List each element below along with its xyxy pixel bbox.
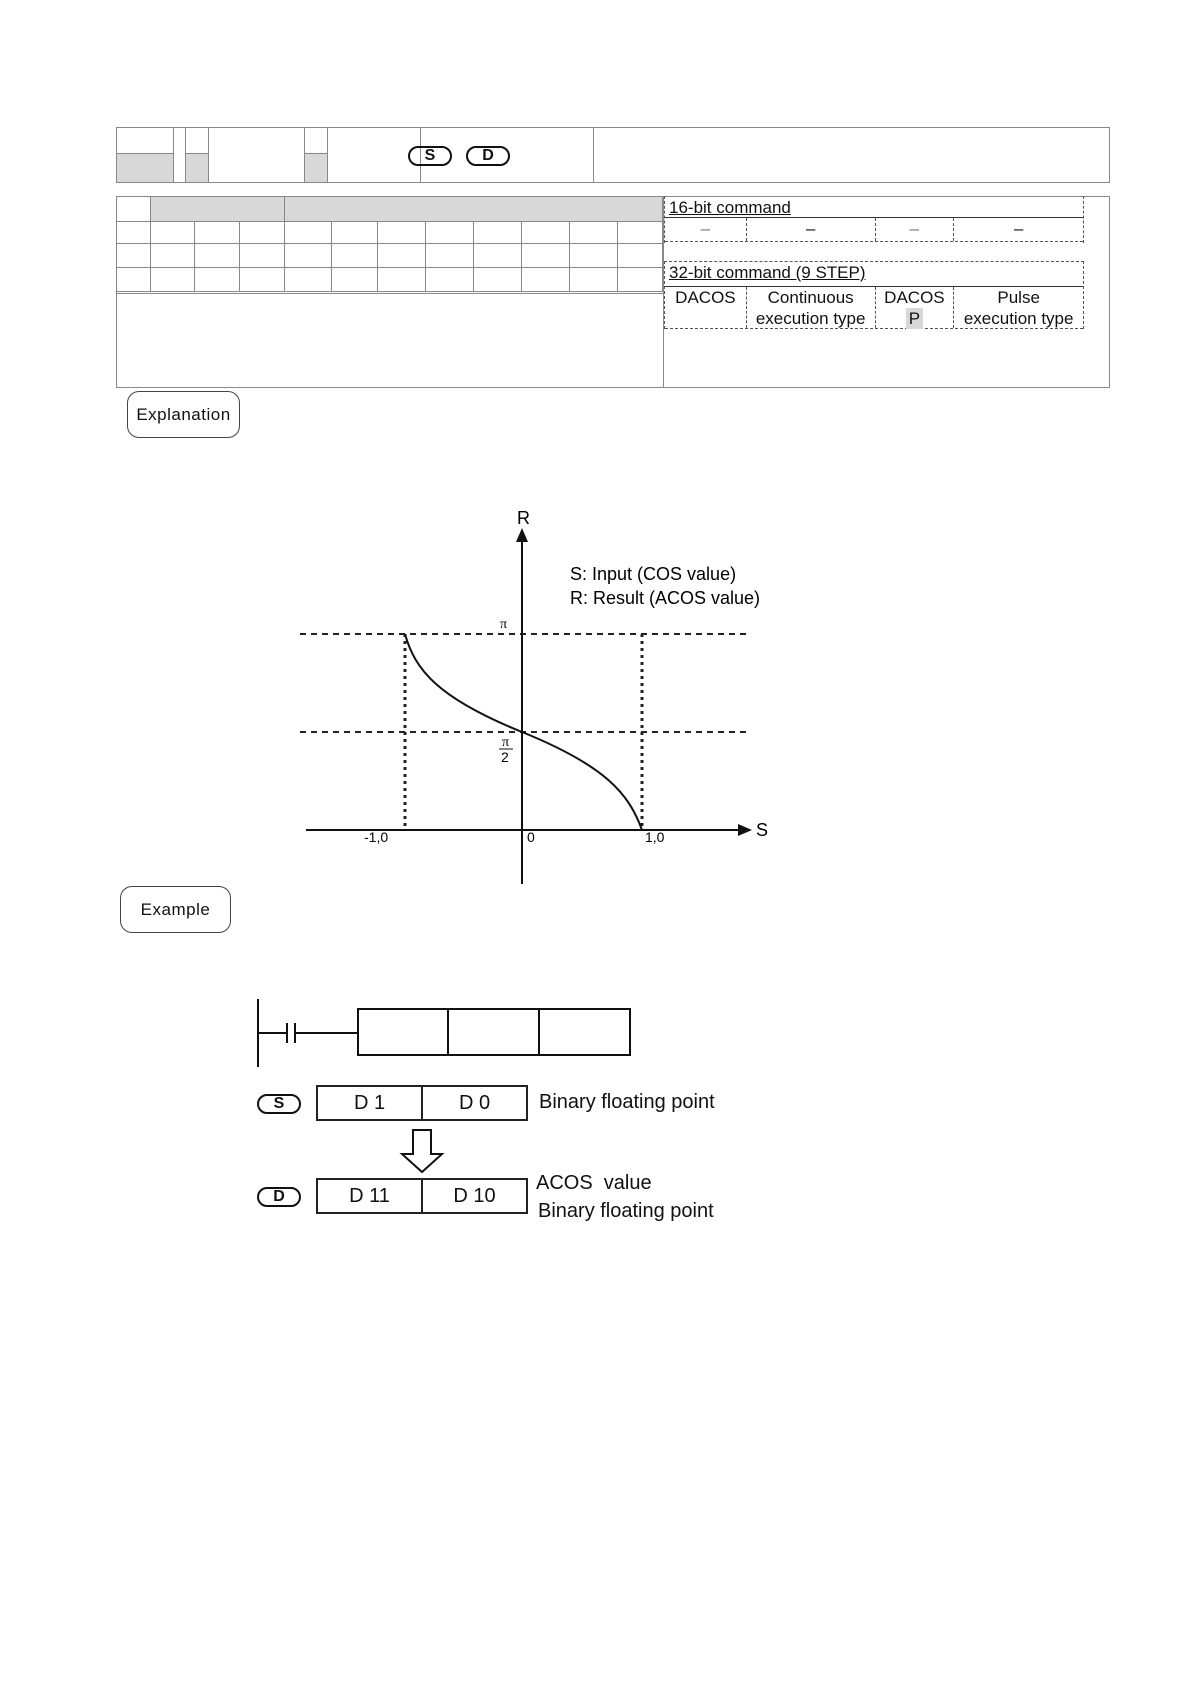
example-d-badge: D [257, 1187, 301, 1207]
command-16bit-cell: – [876, 218, 955, 241]
api-number-cell [117, 128, 174, 154]
example-tag: Example [120, 886, 231, 933]
command-32bit-block [664, 261, 1084, 329]
instruction-header [116, 127, 1110, 183]
grid-label-cell [117, 222, 151, 244]
acos-graph [290, 500, 790, 890]
pulse-line1: Pulse [997, 288, 1040, 307]
destination-high-register: D 11 [318, 1180, 423, 1212]
command-16bit-cell: – [665, 218, 747, 241]
d-flag-cell [185, 128, 209, 154]
command-16bit-row [665, 218, 1083, 242]
command-32bit-cell [747, 287, 876, 328]
command-16bit-cell: – [1013, 219, 1024, 238]
command-16bit-block [664, 196, 1084, 243]
legend-input: S: Input (COS value) [570, 564, 737, 584]
down-arrow-icon [398, 1128, 448, 1174]
grid-corner [117, 197, 151, 222]
word-devices-header [284, 197, 662, 222]
example-s-badge: S [257, 1094, 301, 1114]
operand-s-badge: S [408, 146, 452, 166]
source-register-box [316, 1085, 528, 1121]
s-axis-label: S [756, 820, 769, 840]
destination-description-2: Binary floating point [538, 1200, 714, 1222]
x-zero-label: 0 [527, 829, 535, 845]
x-pos-one-label: 1,0 [645, 829, 665, 845]
source-low-register: D 0 [458, 1092, 491, 1114]
continuous-line2: execution type [755, 309, 866, 328]
half-pi-denominator: 2 [501, 749, 509, 765]
command-32bit-row [665, 287, 1083, 329]
api-number-shade [117, 154, 174, 182]
pi-label: π [500, 617, 508, 632]
command-32bit-cell [954, 287, 1083, 328]
source-description: Binary floating point [539, 1091, 715, 1113]
command-16bit-title: 16-bit command [669, 198, 791, 217]
mnemonic-dacosp: DACOS [884, 288, 945, 307]
legend-result: R: Result (ACOS value) [570, 588, 761, 608]
x-neg-one-label: -1,0 [364, 829, 389, 845]
d-flag-shade [185, 154, 209, 182]
command-32bit-cell [665, 287, 747, 328]
operand-d-badge: D [466, 146, 510, 166]
source-high-register: D 1 [318, 1087, 423, 1119]
p-flag-cell [304, 128, 328, 154]
command-32bit-title: 32-bit command (9 STEP) [669, 263, 866, 282]
r-axis-arrow [516, 528, 528, 542]
command-16bit-cell: – [747, 218, 876, 241]
device-table-bottom-line [117, 293, 663, 294]
grid-row-d [117, 268, 151, 292]
destination-register-box [316, 1178, 528, 1214]
mnemonic-dacos: DACOS [675, 288, 736, 307]
ladder-diagram [250, 995, 640, 1070]
function-cell [594, 128, 1109, 182]
pulse-line2: execution type [963, 309, 1074, 328]
r-axis-label: R [517, 508, 530, 528]
operand-cell [328, 128, 594, 182]
destination-low-register: D 10 [453, 1185, 496, 1207]
half-pi-numerator: π [502, 735, 510, 750]
p-suffix: P [906, 308, 923, 329]
command-32bit-cell [876, 287, 955, 328]
bit-devices-header [150, 197, 284, 222]
explanation-tag: Explanation [127, 391, 240, 438]
operand-device-grid [116, 196, 663, 292]
s-axis-arrow [738, 824, 752, 836]
continuous-line1: Continuous [767, 288, 854, 307]
acos-curve [405, 634, 642, 830]
destination-description-1: ACOS value [536, 1172, 652, 1194]
grid-row-s [117, 244, 151, 268]
p-flag-shade [304, 154, 328, 182]
instruction-block [358, 1009, 630, 1055]
